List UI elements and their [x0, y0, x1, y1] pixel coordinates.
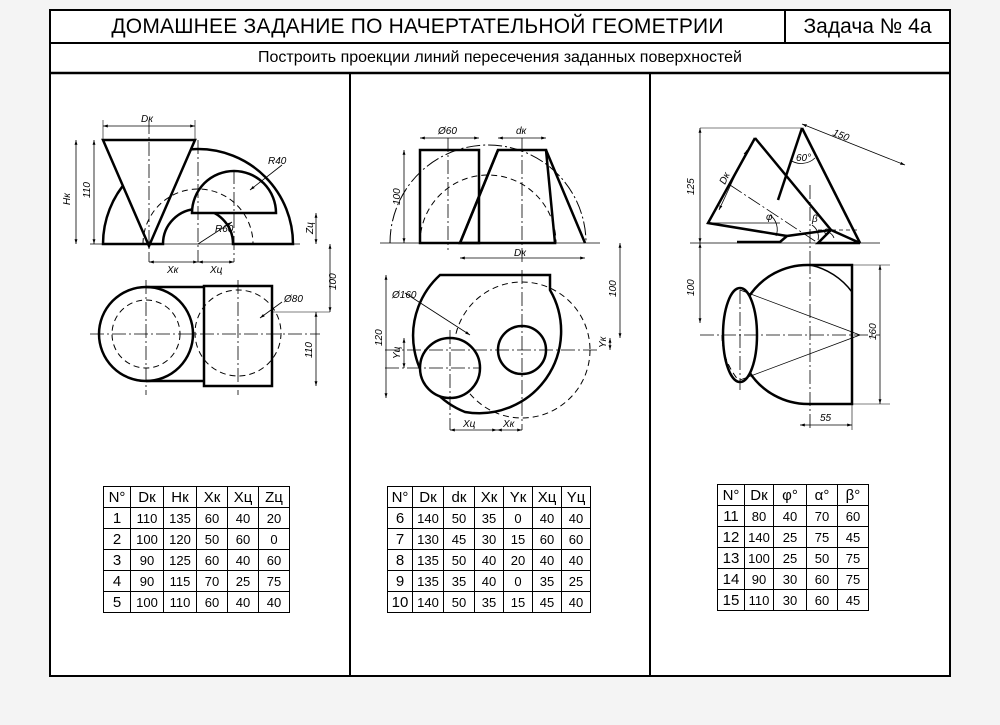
col-header-dk: Dк	[745, 485, 774, 506]
table-cell: 40	[533, 550, 562, 571]
table-cell: 40	[475, 571, 504, 592]
table-row	[104, 592, 290, 613]
dim-d160: Ø160	[392, 290, 417, 301]
table-cell: 14	[718, 569, 745, 590]
table-cell: 90	[745, 569, 774, 590]
table-cell: 75	[807, 527, 838, 548]
dim-beta: β	[812, 214, 818, 225]
col-header-yc: Yц	[562, 487, 591, 508]
table-cell: 40	[774, 506, 807, 527]
table-cell: 6	[388, 508, 413, 529]
task-subtitle: Построить проекции линий пересечения заданных поверхностей	[258, 49, 742, 66]
dim-125: 125	[686, 178, 697, 195]
table-cell: 135	[413, 571, 444, 592]
table-cell: 60	[838, 506, 869, 527]
table-row	[388, 571, 591, 592]
table-cell: 0	[504, 571, 533, 592]
col-header-xc: Xц	[533, 487, 562, 508]
col-header-phi: φ°	[774, 485, 807, 506]
dim-xk: Xк	[503, 419, 515, 430]
table-cell: 8	[388, 550, 413, 571]
table-row	[718, 548, 869, 569]
drawing-2-top-view	[385, 270, 610, 430]
table-cell: 7	[388, 529, 413, 550]
dim-60deg: 60°	[796, 153, 812, 164]
table-cell: 40	[562, 508, 591, 529]
table-cell: 0	[259, 529, 290, 550]
dim-100-between: 100	[608, 280, 619, 297]
dim-110-front: 110	[82, 182, 93, 198]
table-row	[388, 529, 591, 550]
table-cell: 10	[388, 592, 413, 613]
table-cell: 50	[444, 592, 475, 613]
dim-xk: Xк	[167, 265, 179, 276]
dim-dk: Dк	[514, 248, 526, 259]
table-row	[388, 592, 591, 613]
col-header-n: N°	[718, 485, 745, 506]
table-cell: 135	[413, 550, 444, 571]
table-cell: 110	[745, 590, 774, 611]
table-cell: 70	[197, 571, 228, 592]
col-header-dk-small: dк	[444, 487, 475, 508]
dim-d60: Ø60	[438, 126, 457, 137]
table-cell: 25	[228, 571, 259, 592]
table-cell: 135	[164, 508, 197, 529]
dim-55: 55	[820, 413, 832, 424]
table-cell: 45	[838, 590, 869, 611]
dim-r60: R60	[215, 224, 234, 235]
table-cell: 5	[104, 592, 131, 613]
table-row	[104, 529, 290, 550]
table-cell: 75	[259, 571, 290, 592]
table-cell: 11	[718, 506, 745, 527]
table-cell: 140	[413, 508, 444, 529]
table-cell: 140	[413, 592, 444, 613]
table-cell: 120	[164, 529, 197, 550]
table-cell: 30	[774, 569, 807, 590]
table-cell: 40	[533, 508, 562, 529]
table-cell: 90	[131, 550, 164, 571]
table-cell: 40	[562, 592, 591, 613]
table-cell: 25	[562, 571, 591, 592]
table-cell: 40	[228, 550, 259, 571]
table-row	[104, 571, 290, 592]
table-cell: 50	[807, 548, 838, 569]
table-row	[718, 569, 869, 590]
col-header-hk: Hк	[164, 487, 197, 508]
dim-110-top: 110	[304, 342, 315, 358]
table-cell: 50	[197, 529, 228, 550]
col-header-xk: Xк	[197, 487, 228, 508]
col-header-xk: Xк	[475, 487, 504, 508]
table-cell: 30	[475, 529, 504, 550]
table-cell: 40	[562, 550, 591, 571]
table-cell: 40	[475, 550, 504, 571]
col-header-zc: Zц	[259, 487, 290, 508]
table-cell: 75	[838, 569, 869, 590]
dim-xc: Xц	[463, 419, 476, 430]
table-cell: 50	[444, 508, 475, 529]
table-cell: 0	[504, 508, 533, 529]
table-cell: 140	[745, 527, 774, 548]
table-row	[104, 550, 290, 571]
table-cell: 110	[164, 592, 197, 613]
table-cell: 35	[475, 592, 504, 613]
dim-120: 120	[374, 329, 385, 346]
table-cell: 20	[259, 508, 290, 529]
table-cell: 2	[104, 529, 131, 550]
drawing-2-dim-labels	[374, 126, 619, 430]
dim-yk: Yк	[598, 336, 609, 348]
table-cell: 60	[197, 508, 228, 529]
dim-100: 100	[686, 279, 697, 296]
dim-150: 150	[830, 127, 851, 145]
table-cell: 45	[533, 592, 562, 613]
table-row	[718, 527, 869, 548]
col-header-n: N°	[104, 487, 131, 508]
table-row	[718, 506, 869, 527]
table-cell: 4	[104, 571, 131, 592]
table-cell: 60	[197, 550, 228, 571]
table-cell: 80	[745, 506, 774, 527]
table-cell: 15	[504, 529, 533, 550]
table-cell: 35	[475, 508, 504, 529]
table-cell: 60	[259, 550, 290, 571]
table-cell: 13	[718, 548, 745, 569]
parameters-table-2	[387, 486, 591, 613]
dim-alpha: α	[824, 226, 830, 237]
table-cell: 25	[774, 548, 807, 569]
table-cell: 40	[228, 592, 259, 613]
col-header-n: N°	[388, 487, 413, 508]
table-cell: 125	[164, 550, 197, 571]
dim-d80: Ø80	[284, 294, 303, 305]
drawing-1-front-view	[76, 120, 330, 312]
table-cell: 60	[807, 590, 838, 611]
dim-xc: Xц	[210, 265, 223, 276]
dim-dk: Dк	[717, 170, 733, 187]
table-cell: 12	[718, 527, 745, 548]
table-cell: 15	[718, 590, 745, 611]
dim-100-front: 100	[392, 188, 403, 205]
table-row	[718, 590, 869, 611]
parameters-table-3	[717, 484, 869, 611]
table-cell: 15	[504, 592, 533, 613]
table-cell: 40	[259, 592, 290, 613]
table-cell: 100	[131, 592, 164, 613]
table-cell: 35	[533, 571, 562, 592]
parameters-table-1	[103, 486, 290, 613]
table-cell: 60	[197, 592, 228, 613]
col-header-dk: Dк	[131, 487, 164, 508]
table-cell: 60	[533, 529, 562, 550]
table-cell: 115	[164, 571, 197, 592]
table-cell: 60	[807, 569, 838, 590]
dim-r40: R40	[268, 156, 287, 167]
dim-hk: Hк	[62, 193, 73, 205]
table-cell: 25	[774, 527, 807, 548]
table-cell: 45	[838, 527, 869, 548]
drawing-3-top-view	[700, 260, 890, 430]
table-row	[388, 508, 591, 529]
table-cell: 1	[104, 508, 131, 529]
table-cell: 50	[444, 550, 475, 571]
table-cell: 60	[228, 529, 259, 550]
col-header-xc: Xц	[228, 487, 259, 508]
table-cell: 60	[562, 529, 591, 550]
table-cell: 70	[807, 506, 838, 527]
dim-dk: Dк	[141, 114, 153, 125]
table-cell: 3	[104, 550, 131, 571]
table-cell: 40	[228, 508, 259, 529]
col-header-yk: Yк	[504, 487, 533, 508]
table-row	[388, 550, 591, 571]
table-cell: 130	[413, 529, 444, 550]
drawing-2-front-view	[380, 138, 620, 338]
table-cell: 45	[444, 529, 475, 550]
dim-100: 100	[328, 273, 339, 290]
col-header-beta: β°	[838, 485, 869, 506]
sheet-title: ДОМАШНЕЕ ЗАДАНИЕ ПО НАЧЕРТАТЕЛЬНОЙ ГЕОМЕТРИИ	[111, 14, 724, 38]
dim-dk-small: dк	[516, 126, 527, 137]
table-cell: 110	[131, 508, 164, 529]
dim-zc: Zц	[305, 222, 316, 234]
dim-phi: φ	[766, 212, 773, 223]
table-cell: 35	[444, 571, 475, 592]
col-header-dk: Dк	[413, 487, 444, 508]
table-cell: 100	[745, 548, 774, 569]
dim-yc: Yц	[392, 346, 403, 359]
table-cell: 75	[838, 548, 869, 569]
table-cell: 9	[388, 571, 413, 592]
table-cell: 90	[131, 571, 164, 592]
col-header-alpha: α°	[807, 485, 838, 506]
table-cell: 20	[504, 550, 533, 571]
table-row	[104, 508, 290, 529]
table-cell: 100	[131, 529, 164, 550]
task-number: Задача № 4а	[803, 14, 932, 38]
table-cell: 30	[774, 590, 807, 611]
dim-160: 160	[868, 323, 879, 340]
